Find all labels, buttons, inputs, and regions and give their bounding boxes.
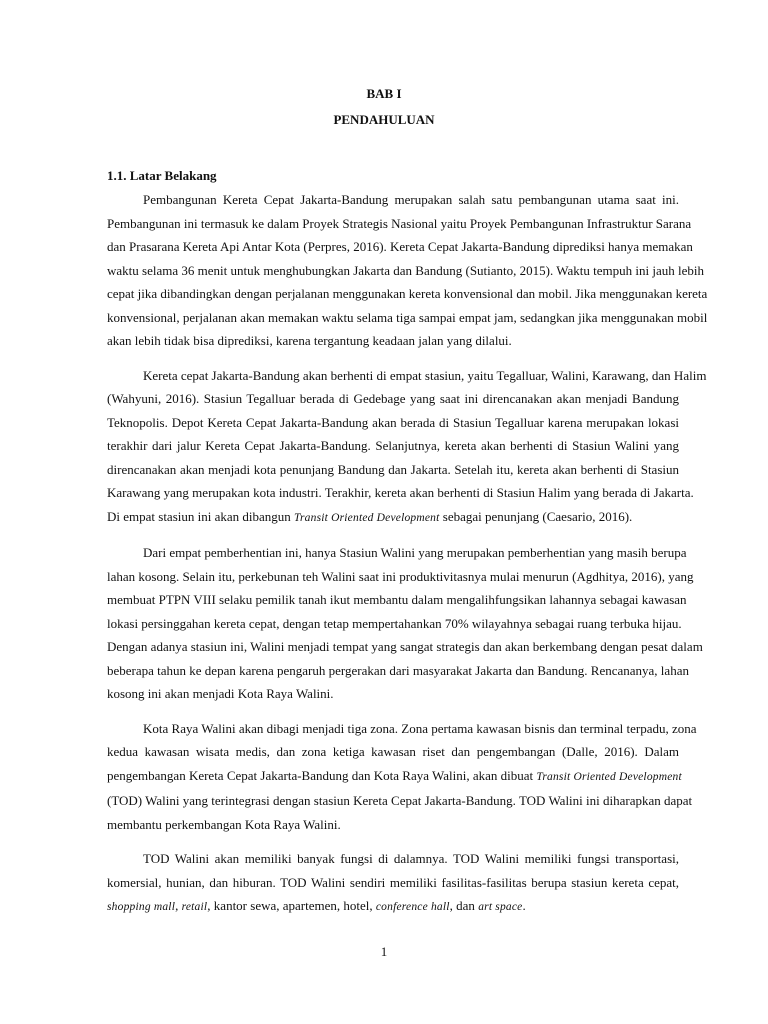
paragraph xyxy=(107,847,679,920)
text-segment: , xyxy=(175,898,182,913)
text-line xyxy=(107,871,679,895)
text-segment: cepat jika dibandingkan dengan perjalanan menggunakan kereta konvensional dan mobil. Jika menggunakan kereta xyxy=(107,286,708,301)
text-segment: (TOD) Walini yang terintegrasi dengan stasiun Kereta Cepat Jakarta-Bandung. TOD Walini ini diharapkan dapat xyxy=(107,793,693,808)
text-line xyxy=(107,364,707,388)
text-line xyxy=(107,282,708,306)
text-segment: Di empat stasiun ini akan dibangun xyxy=(107,508,295,524)
text-segment: direncanakan akan menjadi kota penunjang Bandung dan Jakarta. Setelah itu, kereta akan berhenti di Stasiun xyxy=(107,461,679,477)
text-segment: waktu selama 36 menit untuk menghubungkan Jakarta dan Bandung (Sutianto, 2015). Waktu tempuh ini jauh lebih xyxy=(107,262,704,278)
text-segment: (Wahyuni, 2016). Stasiun Tegalluar berada di Gedebage yang saat ini direncanakan akan menjadi Bandung xyxy=(107,391,679,406)
text-line xyxy=(107,188,679,212)
text-line xyxy=(107,306,708,330)
text-line xyxy=(107,612,682,636)
text-line xyxy=(107,764,682,790)
text-segment: akan lebih tidak bisa diprediksi, karena tergantung keadaan jalan yang dilalui. xyxy=(107,333,512,348)
text-segment: dan Prasarana Kereta Api Antar Kota (Perpres, 2016). Kereta Cepat Jakarta-Bandung diprediksi hanya memakan xyxy=(107,239,693,254)
text-line xyxy=(107,789,693,813)
text-segment: Pembangunan ini termasuk ke dalam Proyek Strategis Nasional yaitu Proyek Pembangunan Infrastruktur Sarana xyxy=(107,215,692,231)
text-segment: Teknopolis. Depot Kereta Cepat Jakarta-Bandung akan berada di Stasiun Tegalluar karena merupakan lokasi xyxy=(107,414,679,430)
paragraph xyxy=(107,188,708,353)
text-segment: membuat PTPN VIII selaku pemilik tanah ikut membantu dalam mengalihfungsikan lahannya sebagai kawasan xyxy=(107,592,687,607)
text-segment: Kereta cepat Jakarta-Bandung akan berhenti di empat stasiun, yaitu Tegalluar, Walini, Karawang, dan Halim xyxy=(143,367,707,383)
text-line xyxy=(107,458,679,482)
text-line xyxy=(107,565,694,589)
text-line xyxy=(107,505,679,531)
text-segment: Kota Raya Walini akan dibagi menjadi tiga zona. Zona pertama kawasan bisnis dan terminal terpadu, zona xyxy=(143,720,697,736)
text-segment: konvensional, perjalanan akan memakan waktu selama tiga sampai empat jam, sedangkan jika menggunakan mobil xyxy=(107,309,708,325)
text-segment: sebagai penunjang (Caesario, 2016). xyxy=(439,508,633,524)
text-segment: . xyxy=(522,898,526,913)
text-line xyxy=(107,387,679,411)
text-segment: kedua kawasan wisata medis, dan zona ketiga kawasan riset dan pengembangan (Dalle, 2016). Dalam xyxy=(107,744,679,759)
text-line xyxy=(107,635,703,659)
text-segment: Karawang yang merupakan kota industri. Terakhir, kereta akan berhenti di Stasiun Halim yang berada di Jakarta. xyxy=(107,485,694,500)
text-line xyxy=(107,235,693,259)
text-line xyxy=(107,894,679,920)
paragraph xyxy=(107,717,697,837)
text-line xyxy=(107,212,692,236)
text-segment: , dan xyxy=(449,898,479,913)
text-segment: komersial, hunian, dan hiburan. TOD Walini sendiri memiliki fasilitas-fasilitas berupa stasiun kereta cepat, xyxy=(107,874,679,890)
text-segment: kosong ini akan menjadi Kota Raya Walini. xyxy=(107,686,334,701)
italic-term: art space xyxy=(478,901,523,913)
text-line xyxy=(107,541,687,565)
text-segment: terakhir dari jalur Kereta Cepat Jakarta-Bandung. Selanjutnya, kereta akan berhenti di Stasiun Walini yang xyxy=(107,438,679,453)
text-line xyxy=(107,740,679,764)
chapter-title: PENDAHULUAN xyxy=(333,112,435,127)
text-line xyxy=(107,588,687,612)
text-line xyxy=(107,434,679,458)
text-line xyxy=(107,682,679,706)
italic-term: shopping mall xyxy=(107,901,176,913)
text-segment: membantu perkembangan Kota Raya Walini. xyxy=(107,816,341,832)
text-segment: lokasi persinggahan kereta cepat, dengan tetap mempertahankan 70% wilayahnya sebagai ruang terbuka hijau. xyxy=(107,615,682,631)
italic-term: retail xyxy=(181,901,208,913)
text-segment: lahan kosong. Selain itu, perkebunan teh Walini saat ini produktivitasnya mulai menurun (Agdhitya, 2016), yang xyxy=(107,568,694,584)
text-line xyxy=(107,659,689,683)
text-line xyxy=(107,847,679,871)
text-line xyxy=(107,411,679,435)
section-title: 1.1. Latar Belakang xyxy=(107,168,217,183)
text-line xyxy=(107,259,704,283)
text-line xyxy=(107,481,694,505)
body-text xyxy=(107,188,708,931)
italic-term: Transit Oriented Development xyxy=(294,511,440,524)
text-line xyxy=(107,329,679,353)
text-segment: beberapa tahun ke depan karena pengaruh pergerakan dari masyarakat Jakarta dan Bandung. Rencananya, lahan xyxy=(107,662,689,678)
italic-term: conference hall xyxy=(375,901,450,913)
text-line xyxy=(107,813,679,837)
chapter-label: BAB I xyxy=(366,86,402,101)
text-segment: Pembangunan Kereta Cepat Jakarta-Bandung merupakan salah satu pembangunan utama saat ini. xyxy=(143,192,679,207)
text-line xyxy=(107,717,697,741)
italic-term: Transit Oriented Development xyxy=(536,770,682,783)
text-segment: pengembangan Kereta Cepat Jakarta-Bandung dan Kota Raya Walini, akan dibuat xyxy=(107,767,537,783)
paragraph xyxy=(107,364,707,531)
text-segment: , kantor sewa, apartemen, hotel, xyxy=(207,898,376,913)
text-segment: Dengan adanya stasiun ini, Walini menjadi tempat yang sangat strategis dan akan berkembang dengan pesat dalam xyxy=(107,639,703,654)
paragraph xyxy=(107,541,703,706)
page-number: 1 xyxy=(380,944,388,959)
text-segment: TOD Walini akan memiliki banyak fungsi di dalamnya. TOD Walini memiliki fungsi transportasi, xyxy=(143,851,679,866)
text-segment: Dari empat pemberhentian ini, hanya Stasiun Walini yang merupakan pemberhentian yang masih berupa xyxy=(143,545,687,560)
